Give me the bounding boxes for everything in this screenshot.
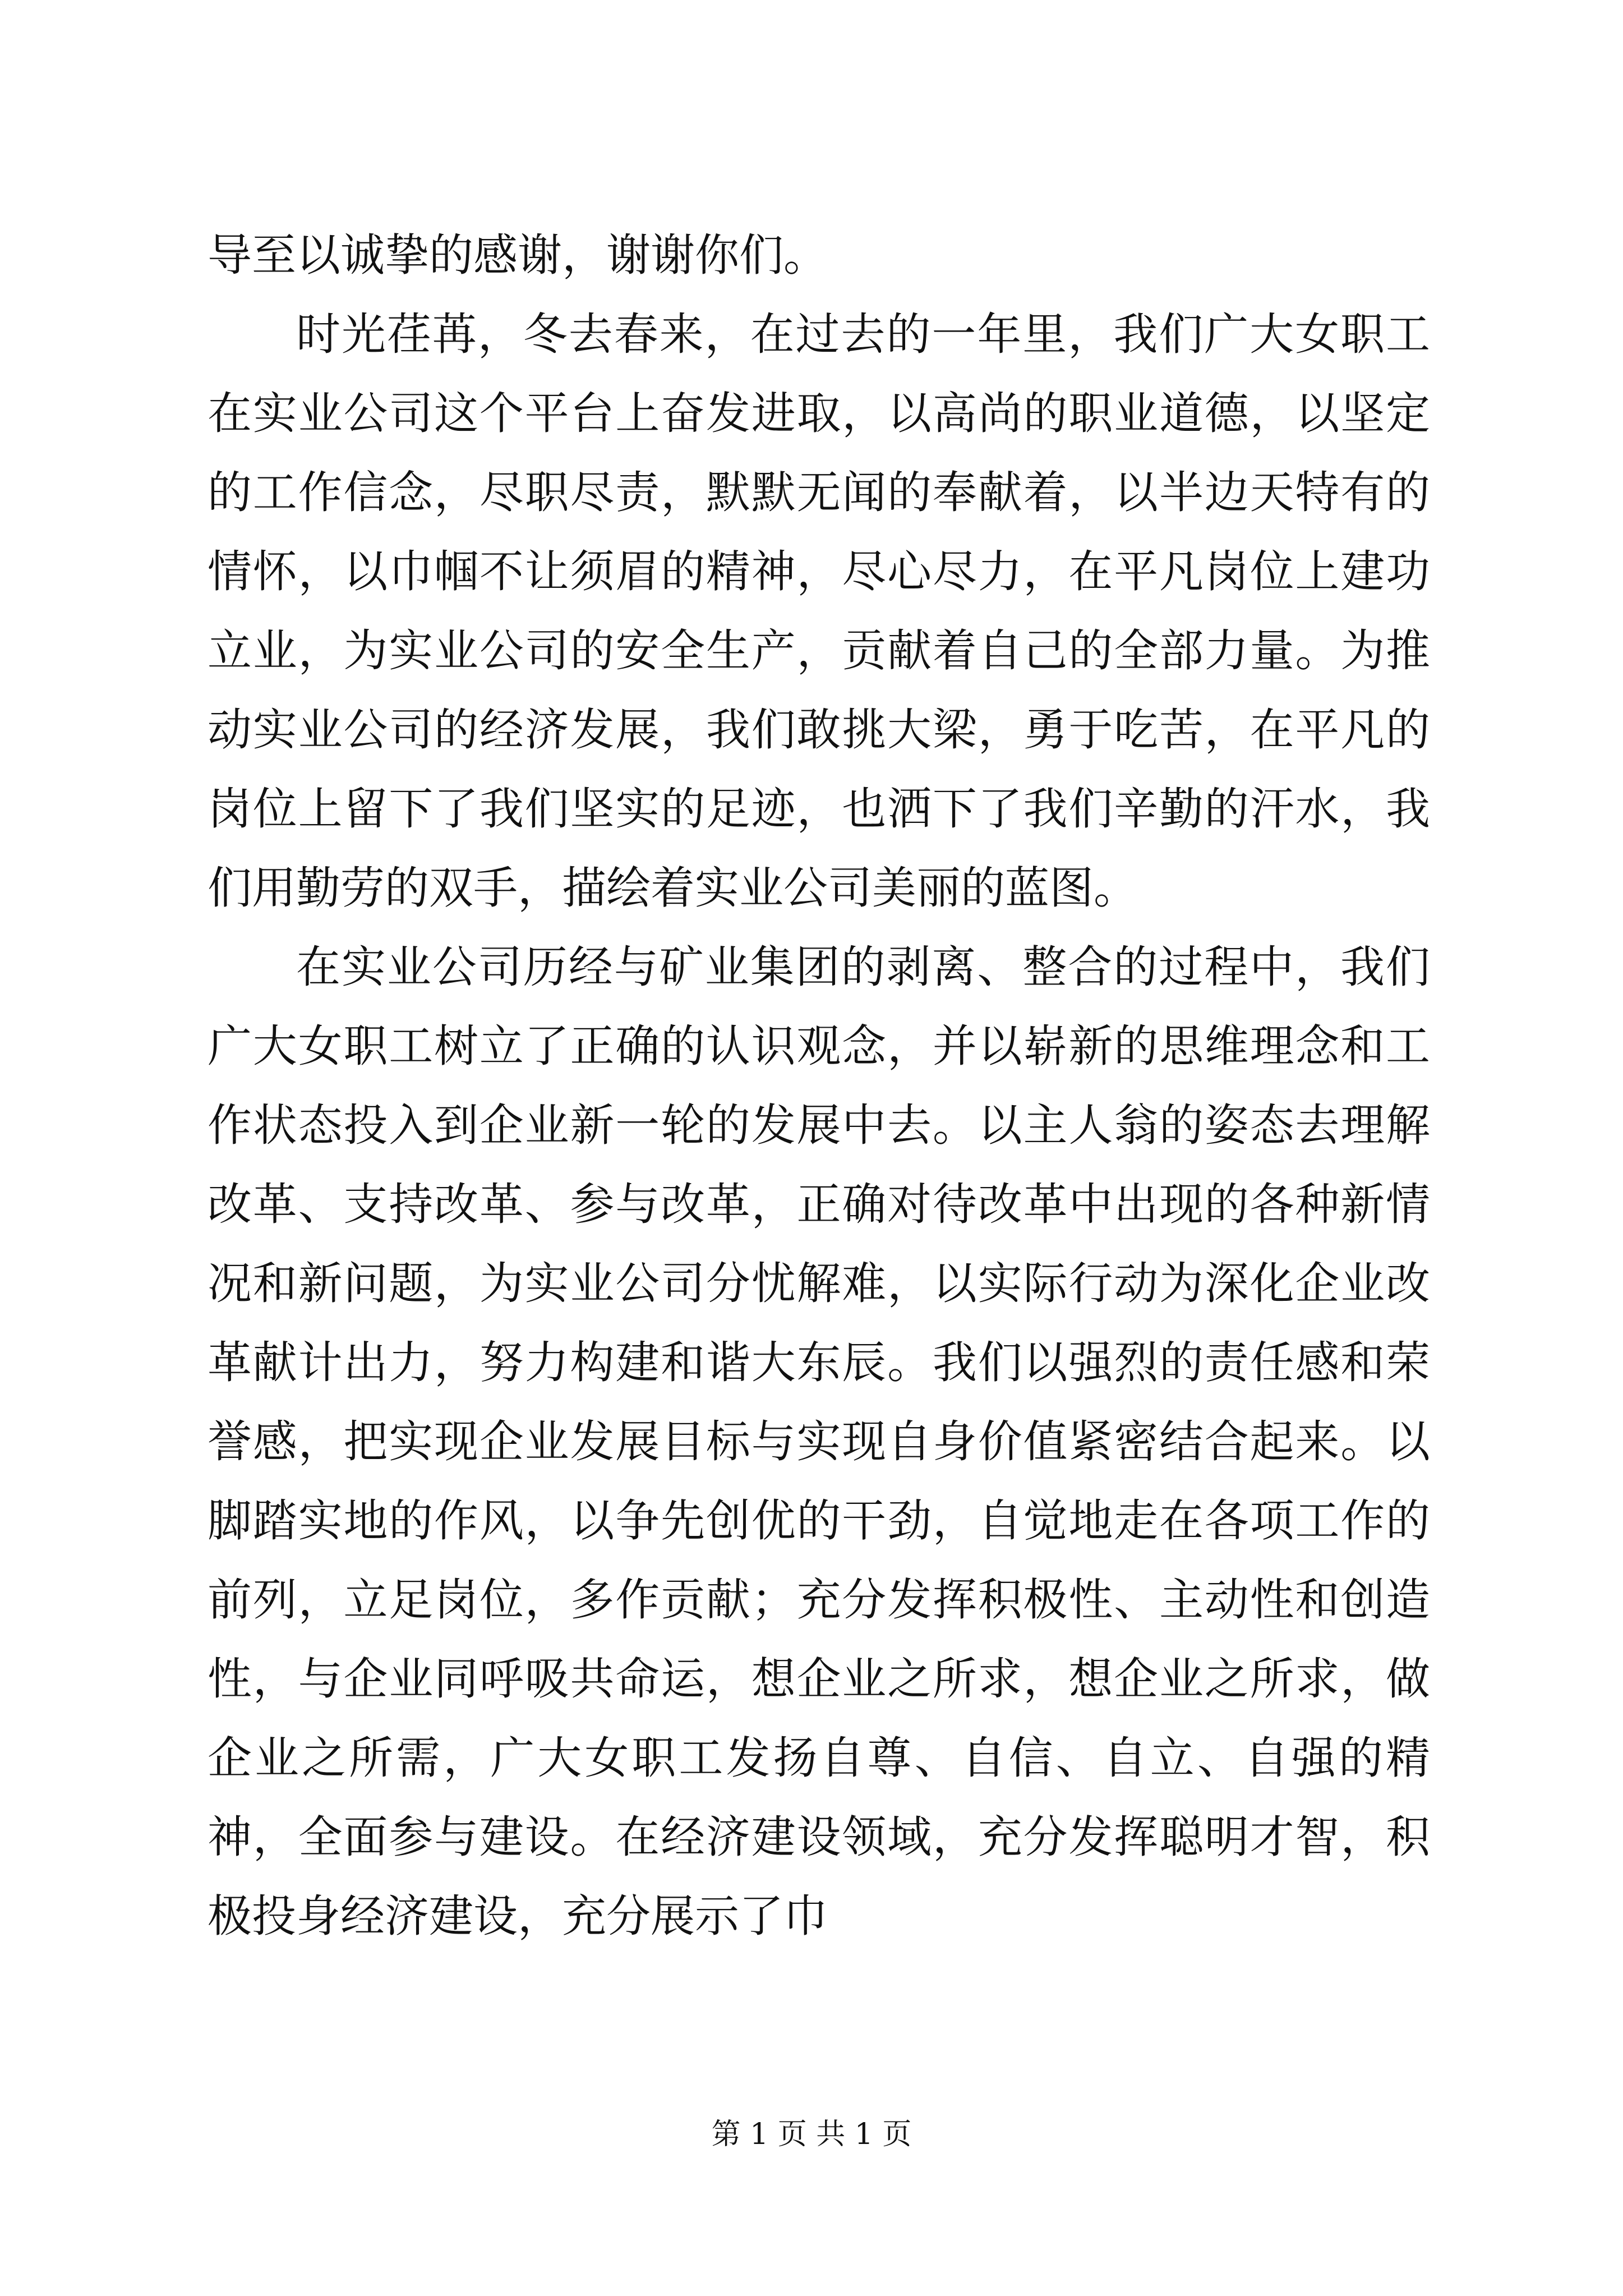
paragraph-continuation: 导至以诚挚的感谢，谢谢你们。 xyxy=(208,229,828,281)
document-body xyxy=(208,216,1430,1956)
page-footer: 第 1 页 共 1 页 xyxy=(711,2118,912,2151)
paragraph-reform: 在实业公司历经与矿业集团的剥离、整合的过程中，我们广大女职工树立了正确的认识观念，并以崭新的思维理念和工作状态投入到企业新一轮的发展中去。以主人翁的姿态去理解改革、支持改革、参与改革，正确对待改革中出现的各种新情况和新问题，为实业公司分忧解难，以实际行动为深化企业改革献计出力，努力构建和谐大东辰。我们以强烈的责任感和荣誉感，把实现企业发展目标与实现自身价值紧密结合起来。以脚踏实地的作风，以争先创优的干劲，自觉地走在各项工作的前列，立足岗位，多作贡献；充分发挥积极性、主动性和创造性，与企业同呼吸共命运，想企业之所求，想企业之所求，做企业之所需，广大女职工发扬自尊、自信、自立、自强的精神，全面参与建设。在经济建设领域，充分发挥聪明才智，积极投身经济建设，充分展示了巾 xyxy=(208,941,1430,1942)
paragraph-past-year: 时光荏苒，冬去春来，在过去的一年里，我们广大女职工在实业公司这个平台上奋发进取，以高尚的职业道德，以坚定的工作信念，尽职尽责，默默无闻的奉献着，以半边天特有的情怀，以巾帼不让须眉的精神，尽心尽力，在平凡岗位上建功立业，为实业公司的安全生产，贡献着自己的全部力量。为推动实业公司的经济发展，我们敢挑大梁，勇于吃苦，在平凡的岗位上留下了我们坚实的足迹，也洒下了我们辛勤的汗水，我们用勤劳的双手，描绘着实业公司美丽的蓝图。 xyxy=(208,309,1430,914)
